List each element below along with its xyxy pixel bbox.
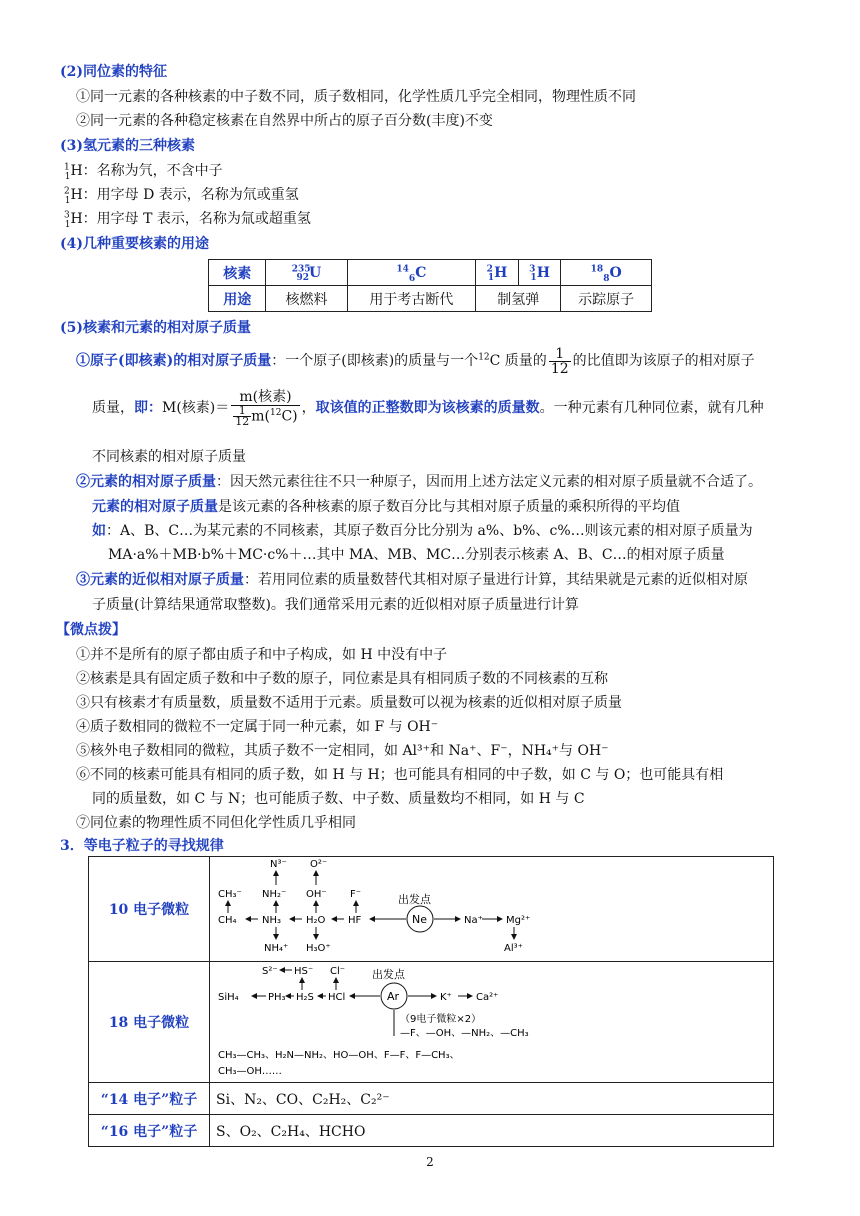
species-nh2: NH₂⁻ bbox=[262, 889, 287, 900]
tip-item: ④质子数相同的微粒不一定属于同一种元素，如 F 与 OH⁻ bbox=[76, 719, 439, 735]
species-ch4: CH₄ bbox=[218, 915, 237, 926]
species-h2o: H₂O bbox=[306, 915, 326, 926]
paragraph-formula: 质量，即：M(核素)＝ m(核素) $\frac{1}{12}$ m($^{12}$C) ，取该值的正整数即为该核素的质量数。一种元素有几种同位素，就有几种 bbox=[92, 389, 764, 428]
paragraph-element-mass: ②元素的相对原子质量：因天然元素往往不只一种原子，因而用上述方法定义元素的相对原子质量就不合适了。 bbox=[76, 474, 762, 490]
tip-item: ①并不是所有的原子都由质子和中子构成，如 H 中没有中子 bbox=[76, 647, 448, 663]
species-hf: HF bbox=[348, 915, 362, 926]
table-row bbox=[209, 286, 652, 312]
species-line1: CH₃—CH₃、H₂N—NH₂、HO—OH、F—F、F—CH₃、 bbox=[218, 1050, 460, 1061]
text-line: 如：A、B、C…为某元素的不同核素，其原子数百分比分别为 a%、b%、c%…则该元素的相对原子质量为 bbox=[92, 523, 753, 539]
tip-item: ⑥不同的核素可能具有相同的质子数，如 H 与 H；也可能具有相同的中子数，如 C 与 O；也可能具有相 bbox=[76, 767, 724, 783]
species-k: K⁺ bbox=[440, 992, 452, 1003]
text-line: 不同核素的相对原子质量 bbox=[92, 449, 246, 465]
species-al: Al³⁺ bbox=[504, 943, 523, 954]
row-label-16e: “16 电子”粒子 bbox=[89, 1115, 210, 1147]
isoelectronic-table bbox=[88, 856, 774, 1147]
paragraph-nuclide-mass: ①原子(即核素)的相对原子质量：一个原子(即核素)的质量与一个$^{12}$C 质量的 $\frac{1}{12}$ 的比值即为该原子的相对原子 bbox=[76, 345, 755, 377]
species-ph3: PH₃ bbox=[268, 992, 286, 1003]
section-title-isoelectronic: 3．等电子粒子的寻找规律 bbox=[60, 838, 224, 854]
species-h2s: H₂S bbox=[296, 992, 314, 1003]
start-label: 出发点 bbox=[372, 968, 405, 981]
section-title-nuclide-uses: (4)几种重要核素的用途 bbox=[60, 236, 209, 252]
table-row bbox=[89, 962, 774, 1083]
table-cell: Si、N₂、CO、C₂H₂、C₂²⁻ bbox=[210, 1083, 774, 1115]
table-row bbox=[89, 1115, 774, 1147]
text-line: 子质量(计算结果通常取整数)。我们通常采用元素的近似相对原子质量进行计算 bbox=[92, 597, 579, 613]
table-cell: 核燃料 bbox=[266, 286, 347, 312]
species-hs: HS⁻ bbox=[294, 966, 314, 977]
table-row-label: 用途 bbox=[209, 286, 266, 312]
table-cell: 制氢弹 bbox=[476, 286, 561, 312]
diagram-18-electron bbox=[210, 962, 770, 1078]
table-header-o18: $^{18}_8$O bbox=[561, 260, 652, 286]
tip-item: ②核素是具有固定质子数和中子数的原子，同位素是具有相同质子数的不同核素的互称 bbox=[76, 671, 608, 687]
species-f: F⁻ bbox=[350, 889, 362, 900]
nuclide-uses-table bbox=[208, 259, 652, 312]
center-ne: Ne bbox=[412, 913, 427, 926]
diagram-10-electron bbox=[210, 857, 770, 957]
row-label-10e: 10 电子微粒 bbox=[89, 857, 210, 962]
paragraph-approx-mass: ③元素的近似相对原子质量：若用同位素的质量数替代其相对原子量进行计算，其结果就是元素的近似相对原 bbox=[76, 572, 748, 588]
center-ar: Ar bbox=[387, 990, 400, 1003]
nuclide-protium: $^1_1$H：名称为氕，不含中子 bbox=[64, 162, 223, 182]
tip-item: ⑤核外电子数相同的微粒，其质子数不一定相同，如 Al³⁺和 Na⁺、F⁻，NH₄⁺与 OH⁻ bbox=[76, 743, 609, 759]
species-n3: N³⁻ bbox=[270, 859, 287, 870]
species-h3o: H₃O⁺ bbox=[306, 943, 331, 954]
text-line: ②同一元素的各种稳定核素在自然界中所占的原子百分数(丰度)不变 bbox=[76, 113, 493, 129]
table-row bbox=[89, 857, 774, 962]
species-line2: CH₃—OH…… bbox=[218, 1066, 282, 1077]
page-number: 2 bbox=[426, 1155, 434, 1169]
section-title-hydrogen-nuclides: (3)氢元素的三种核素 bbox=[60, 138, 195, 154]
row-label-18e: 18 电子微粒 bbox=[89, 962, 210, 1083]
species-nh3: NH₃ bbox=[262, 915, 282, 926]
table-row bbox=[89, 1083, 774, 1115]
text-line: MA·a%＋MB·b%＋MC·c%＋…其中 MA、MB、MC…分别表示核素 A、B、C…的相对原子质量 bbox=[108, 547, 725, 563]
table-cell: S、O₂、C₂H₄、HCHO bbox=[210, 1115, 774, 1147]
species-oh: OH⁻ bbox=[306, 889, 327, 900]
tip-item: ③只有核素才有质量数，质量数不适用于元素。质量数可以视为核素的近似相对原子质量 bbox=[76, 695, 622, 711]
table-header-u235: $^{235}_{92}$U bbox=[266, 260, 347, 286]
diagram-10e-cell bbox=[210, 857, 774, 962]
species-nh4: NH₄⁺ bbox=[264, 943, 289, 954]
species-cl: Cl⁻ bbox=[330, 966, 346, 977]
species-o2: O²⁻ bbox=[310, 859, 328, 870]
diagram-18e-cell bbox=[210, 962, 774, 1083]
text-line: ①同一元素的各种核素的中子数不同，质子数相同，化学性质几乎完全相同，物理性质不同 bbox=[76, 89, 636, 105]
nuclide-deuterium: $^2_1$H：用字母 D 表示，名称为氘或重氢 bbox=[64, 186, 299, 206]
table-cell: 用于考古断代 bbox=[347, 286, 476, 312]
table-header: 核素 bbox=[209, 260, 266, 286]
table-header-h2: $^2_1$H bbox=[476, 260, 519, 286]
tip-item: ⑦同位素的物理性质不同但化学性质几乎相同 bbox=[76, 815, 356, 831]
nuclide-tritium: $^3_1$H：用字母 T 表示，名称为氚或超重氢 bbox=[64, 210, 311, 230]
species-ch3-minus: CH₃⁻ bbox=[218, 889, 242, 900]
species-ca: Ca²⁺ bbox=[476, 992, 499, 1003]
text-line: 元素的相对原子质量是该元素的各种核素的原子数百分比与其相对原子质量的乘积所得的平均值 bbox=[92, 499, 680, 515]
table-header-c14: $^{14}_6$C bbox=[347, 260, 476, 286]
species-sih4: SiH₄ bbox=[218, 992, 239, 1003]
table-header-h3: $^3_1$H bbox=[518, 260, 561, 286]
species-na: Na⁺ bbox=[464, 915, 483, 926]
tip-item: 同的质量数，如 C 与 N；也可能质子数、中子数、质量数均不相同，如 H 与 C bbox=[92, 791, 585, 807]
table-row bbox=[209, 260, 652, 286]
table-cell: 示踪原子 bbox=[561, 286, 652, 312]
species-mg: Mg²⁺ bbox=[506, 915, 531, 926]
note-9e: （9电子微粒×2） bbox=[400, 1014, 482, 1025]
section-title-isotope-features: (2)同位素的特征 bbox=[60, 64, 167, 80]
tips-title: 【微点拨】 bbox=[56, 622, 126, 638]
start-label: 出发点 bbox=[398, 893, 431, 906]
species-s2: S²⁻ bbox=[262, 966, 278, 977]
groups-9e: —F、—OH、—NH₂、—CH₃ bbox=[400, 1028, 529, 1039]
species-hcl: HCl bbox=[328, 992, 346, 1003]
section-title-relative-mass: (5)核素和元素的相对原子质量 bbox=[60, 320, 251, 336]
row-label-14e: “14 电子”粒子 bbox=[89, 1083, 210, 1115]
